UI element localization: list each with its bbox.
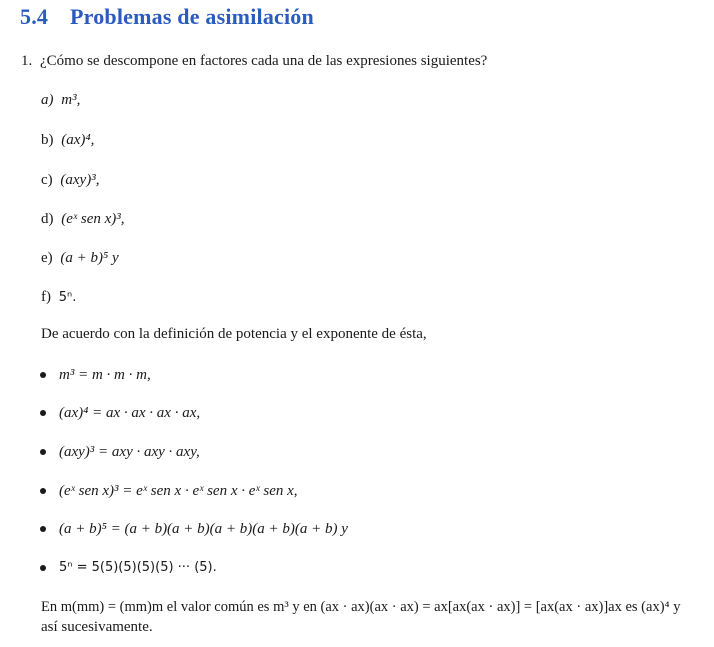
bullet-icon bbox=[40, 449, 46, 455]
bullet-icon bbox=[40, 372, 46, 378]
question-text: ¿Cómo se descompone en factores cada una de las expresiones siguientes? bbox=[40, 53, 488, 69]
item-label: c) bbox=[41, 172, 53, 188]
bullet-expression: (ax)⁴ = ax · ax · ax · ax, bbox=[59, 405, 201, 421]
section-heading bbox=[20, 4, 314, 30]
bullet-expression: (axy)³ = axy · axy · axy, bbox=[59, 444, 200, 460]
list-item bbox=[41, 131, 94, 149]
bullet-icon bbox=[40, 488, 46, 494]
list-item bbox=[41, 249, 119, 267]
bullet-expression: 5ⁿ = 5(5)(5)(5)(5) ··· (5). bbox=[59, 560, 217, 575]
conclusion-line-2: así sucesivamente. bbox=[41, 619, 153, 635]
bullet-expression: (eˣ sen x)³ = eˣ sen x · eˣ sen x · eˣ sen x, bbox=[59, 483, 298, 499]
list-item bbox=[41, 91, 80, 109]
item-label: a) bbox=[41, 92, 54, 108]
item-label: f) bbox=[41, 289, 51, 305]
item-expression: (a + b)⁵ y bbox=[60, 250, 119, 266]
bullet-icon bbox=[40, 565, 46, 571]
bullet-icon bbox=[40, 410, 46, 416]
item-expression: 5ⁿ. bbox=[58, 290, 77, 305]
question bbox=[21, 52, 487, 70]
conclusion-line-1: En m(mm) = (mm)m el valor común es m³ y en (ax · ax)(ax · ax) = ax[ax(ax · ax)] = [ax(ax · ax)]ax es (ax)⁴ y bbox=[41, 599, 681, 615]
bullet-expression: m³ = m · m · m, bbox=[59, 367, 151, 383]
bullet-icon bbox=[40, 526, 46, 532]
item-label: e) bbox=[41, 250, 53, 266]
section-number: 5.4 bbox=[20, 4, 49, 29]
section-title: Problemas de asimilación bbox=[70, 4, 314, 29]
question-number: 1. bbox=[21, 53, 33, 69]
item-expression: m³, bbox=[61, 92, 81, 108]
item-expression: (ax)⁴, bbox=[61, 132, 95, 148]
bullet-expression: (a + b)⁵ = (a + b)(a + b)(a + b)(a + b)(a + b) y bbox=[59, 521, 348, 537]
item-expression: (axy)³, bbox=[60, 172, 100, 188]
item-expression: (eˣ sen x)³, bbox=[61, 211, 125, 227]
list-item bbox=[41, 288, 76, 307]
list-item bbox=[41, 210, 125, 228]
item-label: b) bbox=[41, 132, 54, 148]
item-label: d) bbox=[41, 211, 54, 227]
list-item bbox=[41, 171, 99, 189]
intro-text: De acuerdo con la definición de potencia y el exponente de ésta, bbox=[41, 326, 427, 342]
